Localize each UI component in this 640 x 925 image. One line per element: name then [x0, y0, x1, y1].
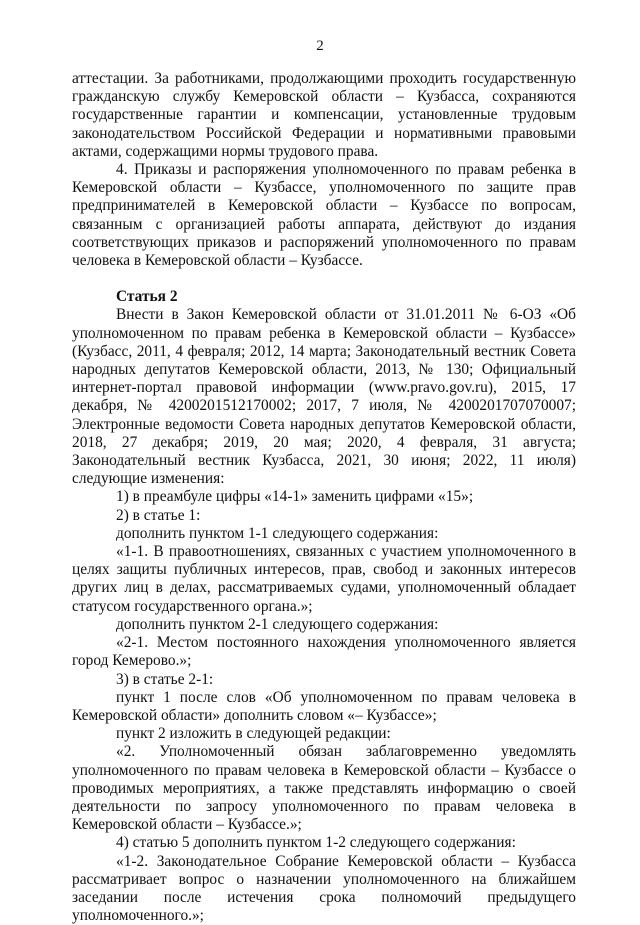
- paragraph-add-2-1: дополнить пунктом 2-1 следующего содержания:: [116, 615, 439, 633]
- paragraph-clause-2: пункт 2 изложить в следующей редакции:: [116, 725, 391, 743]
- paragraph-attestation: аттестации. За работниками, продолжающими проходить государственную гражданскую службу Кемеровской области – Кузбасса, сохраняются государственные гарантии и компенсации, установленные трудовым законодательством Российской Федерации и нормативными правовыми актами, содержащими нормы трудового права.: [72, 70, 576, 160]
- paragraph-point-1: 1) в преамбуле цифры «14-1» заменить цифрами «15»;: [116, 488, 474, 506]
- paragraph-quote-1-2: «1-2. Законодательное Собрание Кемеровской области – Кузбасса рассматривает вопрос о назначении уполномоченного на ближайшем заседании после истечения срока полномочий предыдущего уполномоченного.»;: [72, 852, 576, 925]
- paragraph-clause-1: пункт 1 после слов «Об уполномоченном по правам человека в Кемеровской области» дополнить словом «– Кузбассе»;: [72, 688, 576, 724]
- spacer: [72, 270, 576, 288]
- document-body: [72, 70, 576, 925]
- paragraph-point-3: 3) в статье 2-1:: [116, 670, 214, 688]
- paragraph-point-2: 2) в статье 1:: [116, 506, 201, 524]
- page-number: 2: [316, 38, 324, 54]
- paragraph-point-4: 4) статью 5 дополнить пунктом 1-2 следующего содержания:: [116, 834, 516, 852]
- paragraph-item-4: 4. Приказы и распоряжения уполномоченного по правам ребенка в Кемеровской области – Кузбассе, уполномоченного по защите прав предпринимателей в Кемеровской области – Кузбассе по вопросам, связанным с организацией работы аппарата, действуют до издания соответствующих приказов и распоряжений уполномоченного по правам человека в Кемеровской области – Кузбассе.: [72, 161, 576, 270]
- paragraph-add-1-1: дополнить пунктом 1-1 следующего содержания:: [116, 524, 439, 542]
- paragraph-amend-law: Внести в Закон Кемеровской области от 31.01.2011 № 6-ОЗ «Об уполномоченном по правам ребенка в Кемеровской области – Кузбассе» (Кузбасс, 2011, 4 февраля; 2012, 14 марта; Законодательный вестник Совета народных депутатов Кемеровской области, 2013, № 130; Официальный интернет-портал правовой информации (www.pravo.gov.ru), 2015, 17 декабря, № 4200201512170002; 2017, 7 июля, № 4200201707070007; Электронные ведомости Совета народных депутатов Кемеровской области, 2018, 27 декабря; 2019, 20 мая; 2020, 4 февраля, 31 августа; Законодательный вестник Кузбасса, 2021, 30 июня; 2022, 11 июля) следующие изменения:: [72, 306, 576, 488]
- paragraph-quote-2-1: «2-1. Местом постоянного нахождения уполномоченного является город Кемерово.»;: [72, 634, 576, 670]
- article-2-heading: Статья 2: [116, 288, 178, 306]
- paragraph-quote-1-1: «1-1. В правоотношениях, связанных с участием уполномоченного в целях защиты публичных интересов, прав, свобод и законных интересов других лиц в делах, рассматриваемых судами, уполномоченный обладает статусом государственного органа.»;: [72, 543, 576, 615]
- paragraph-quote-2: «2. Уполномоченный обязан заблаговременно уведомлять уполномоченного по правам человека в Кемеровской области – Кузбассе о проводимых мероприятиях, а также представлять информацию о своей деятельности по запросу уполномоченного по правам человека в Кемеровской области – Кузбассе.»;: [72, 743, 576, 834]
